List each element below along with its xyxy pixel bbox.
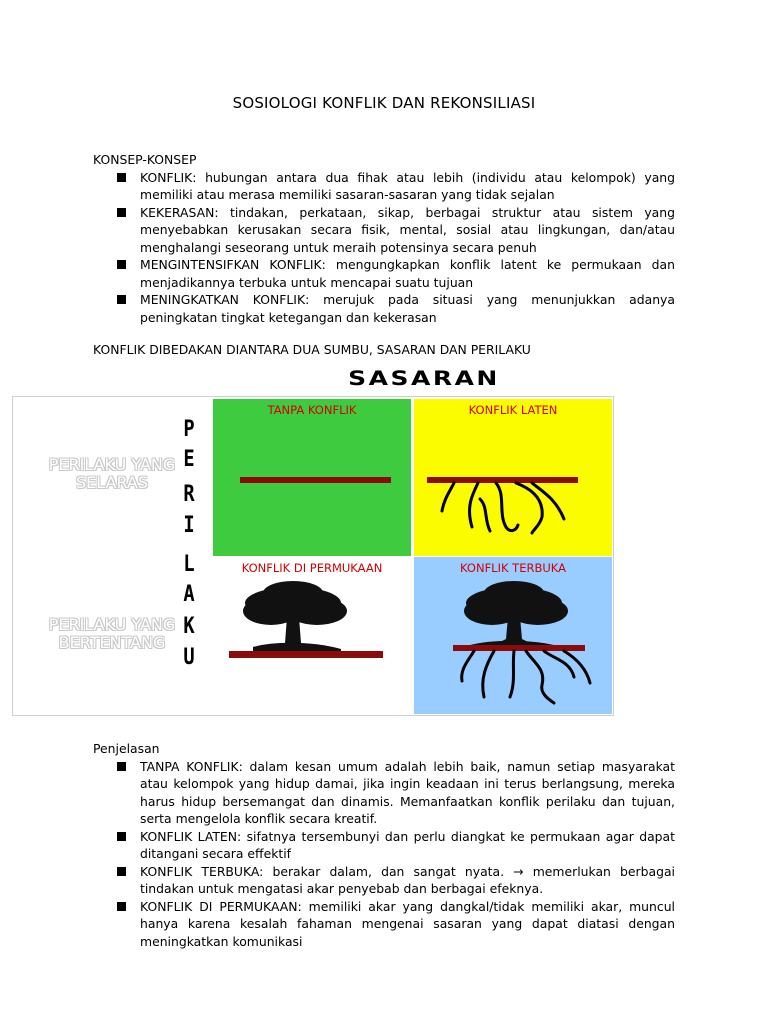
surface-tree-icon	[213, 557, 411, 714]
konsep-item-text: KONFLIK: hubungan antara dua fihak atau lebih (individu atau kelompok) yang memiliki atau merasa memiliki sasaran-sasaran yang tidak sejalan	[140, 169, 675, 202]
row-label-selaras-line1: PERILAKU YANG	[48, 455, 176, 474]
list-item	[93, 863, 675, 898]
quadrant-label-tanpa-konflik: TANPA KONFLIK	[267, 403, 357, 417]
square-bullet-icon	[117, 260, 126, 269]
row-label-bertentang	[22, 616, 202, 652]
penjelasan-item-text: KONFLIK LATEN: sifatnya tersembunyi dan perlu diangkat ke permukaan agar dapat ditangani secara effektif	[140, 828, 675, 861]
deep-rooted-tree-icon	[414, 557, 612, 714]
list-item	[93, 898, 675, 951]
konsep-item-text: MENGINTENSIFKAN KONFLIK: mengungkapkan konflik latent ke permukaan dan menjadikannya terbuka untuk mencapai suatu tujuan	[140, 257, 675, 290]
square-bullet-icon	[117, 867, 126, 876]
square-bullet-icon	[117, 762, 126, 771]
page-title: SOSIOLOGI KONFLIK DAN REKONSILIASI	[232, 94, 536, 112]
row-label-selaras-line2: SELARAS	[75, 473, 149, 492]
perilaku-letter-e: E	[183, 447, 195, 472]
dibedakan-heading: KONFLIK DIBEDAKAN DIANTARA DUA SUMBU, SASARAN DAN PERILAKU	[93, 342, 531, 357]
list-item	[93, 204, 675, 257]
penjelasan-list	[93, 758, 675, 951]
konsep-list	[93, 169, 675, 327]
square-bullet-icon	[117, 208, 126, 217]
list-item	[93, 291, 675, 326]
quadrant-konflik-laten	[414, 399, 612, 556]
konsep-heading: KONSEP-KONSEP	[93, 152, 197, 167]
konsep-item-text: KEKERASAN: tindakan, perkataan, sikap, berbagai struktur atau sistem yang menyebabkan kerusakan secara fisik, mental, sosial atau lingkungan, dan/atau menghalangi seseorang untuk meraih potensinya secara penuh	[140, 204, 675, 255]
konsep-item-text: MENINGKATKAN KONFLIK: merujuk pada situasi yang menunjukkan adanya peningkatan tingkat ketegangan dan kekerasan	[140, 292, 675, 325]
square-bullet-icon	[117, 832, 126, 841]
perilaku-letter-u: U	[183, 645, 195, 670]
perilaku-letter-p: P	[183, 417, 195, 442]
hidden-roots-icon	[414, 399, 612, 556]
list-item	[93, 758, 675, 828]
perilaku-letter-a: A	[183, 582, 195, 607]
square-bullet-icon	[117, 902, 126, 911]
perilaku-letter-i: I	[183, 513, 195, 538]
quadrant-konflik-terbuka	[414, 557, 612, 714]
konsep-section	[93, 151, 675, 326]
sasaran-axis-label: SASARAN	[348, 367, 500, 390]
row-label-selaras	[22, 456, 202, 492]
square-bullet-icon	[117, 173, 126, 182]
list-item	[93, 256, 675, 291]
penjelasan-item-text: KONFLIK TERBUKA: berakar dalam, dan sangat nyata. → memerlukan berbagai tindakan untuk mengatasi akar penyebab dan berbagai efeknya.	[140, 863, 675, 896]
penjelasan-heading: Penjelasan	[93, 741, 160, 756]
quadrant-label-konflik-permukaan: KONFLIK DI PERMUKAAN	[241, 561, 383, 575]
quadrant-konflik-permukaan	[213, 557, 411, 714]
square-bullet-icon	[117, 295, 126, 304]
quadrant-label-konflik-terbuka: KONFLIK TERBUKA	[460, 561, 566, 575]
quadrant-tanpa-konflik	[213, 399, 411, 556]
quadrant-label-konflik-laten: KONFLIK LATEN	[468, 403, 558, 417]
row-label-bertentang-line2: BERTENTANG	[58, 633, 166, 652]
penjelasan-item-text: TANPA KONFLIK: dalam kesan umum adalah lebih baik, namun setiap masyarakat atau kelompok yang hidup damai, jika ingin keadaan ini terus berlangsung, mereka harus hidup bersemangat dan dinamis. Memanfaatkan konflik perilaku dan tujuan, serta mengelola konflik secara kreatif.	[140, 758, 675, 826]
list-item	[93, 169, 675, 204]
penjelasan-item-text: KONFLIK DI PERMUKAAN: memiliki akar yang dangkal/tidak memiliki akar, muncul hanya karena kesalah fahaman mengenai sasaran yang dapat diatasi dengan meningkatkan komunikasi	[140, 898, 675, 949]
perilaku-letter-k: K	[183, 614, 195, 639]
list-item	[93, 828, 675, 863]
ground-line-icon	[213, 399, 411, 556]
perilaku-letter-r: R	[183, 482, 195, 507]
perilaku-letter-l: L	[183, 552, 195, 577]
row-label-bertentang-line1: PERILAKU YANG	[48, 615, 176, 634]
penjelasan-section	[93, 740, 675, 950]
